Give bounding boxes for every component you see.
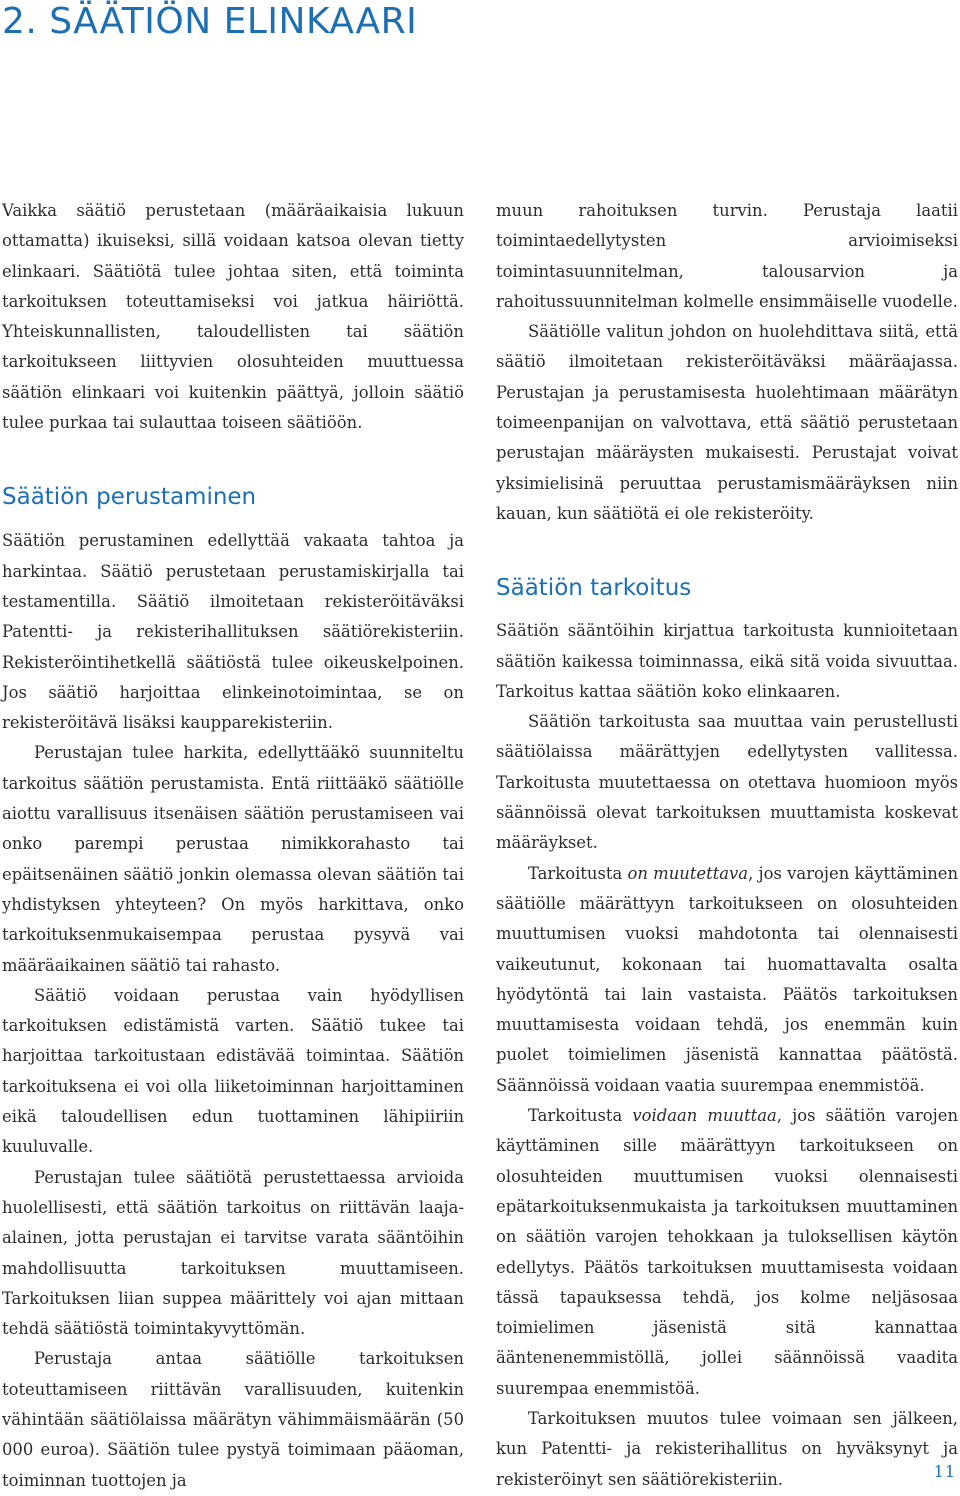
text-run: , jos varojen käyttäminen säätiölle määrättyyn tarkoitukseen on olosuhteiden muuttumisen vuoksi mahdotonta tai olennaisesti vaikeutunut, kokonaan tai huomattavalta osalta hyödytöntä tai lain vastaista. Päätös tarkoituksen muuttamisesta voidaan tehdä, jos enemmän kuin puolet toimielimen jäsenistä kannattaa päätöstä. Säännöissä voidaan vaatia suurempaa enemmistöä. [496,863,959,1095]
intro-paragraph: Vaikka säätiö perustetaan (määräaikaisia lukuun ottamatta) ikuiseksi, sillä voidaan katsoa olevan tietty elinkaari. Säätiötä tulee johtaa siten, että toiminta tarkoituksen toteuttamiseksi voi jatkua häiriöttä. Yhteiskunnallisten, taloudellisten tai säätiön tarkoitukseen liittyvien olosuhteiden muuttuessa säätiön elinkaari voi kuitenkin päättyä, jolloin säätiö tulee purkaa tai sulauttaa toiseen säätiöön. [2,201,464,433]
left-column [2,196,464,1496]
chapter-title: 2. SÄÄTIÖN ELINKAARI [2,1,418,42]
page-number: 11 [933,1462,956,1481]
body-paragraph: Säätiön sääntöihin kirjattua tarkoitusta kunnioitetaan säätiön kaikessa toiminnassa, eikä sitä voida sivuuttaa. Tarkoitus kattaa säätiön koko elinkaaren. [496,621,958,701]
body-paragraph [496,859,958,1101]
body-paragraph: Säätiölle valitun johdon on huolehdittava siitä, että säätiö ilmoitetaan rekisteröitäväksi määräajassa. Perustajan ja perustamisesta huolehtimaan määrätyn toimeenpanijan on valvottava, että säätiö perustetaan perustajan määräysten mukaisesti. Perustajat voivat yksimielisinä peruuttaa perustamismääräyksen niin kauan, kun säätiötä ei ole rekisteröity. [496,322,958,523]
body-paragraph: Perustajan tulee säätiötä perustettaessa arvioida huolellisesti, että säätiön tarkoitus on riittävän laaja-alainen, jotta perustajan ei tarvitse varata sääntöihin mahdollisuutta tarkoituksen muuttamiseen. Tarkoituksen liian suppea määrittely voi ajan mittaan tehdä säätiöstä toimintakyvyttömän. [2,1167,464,1339]
body-paragraph: Säätiön tarkoitusta saa muuttaa vain perustellusti säätiölaissa määrättyjen edellytysten vallitessa. Tarkoitusta muutettaessa on otettava huomioon myös säännöissä olevat tarkoituksen muuttamista koskevat määräykset. [496,712,958,853]
body-paragraph: muun rahoituksen turvin. Perustaja laatii toimintaedellytysten arvioimiseksi toimintasuunnitelman, talousarvion ja rahoitussuunnitelman kolmelle ensimmäiselle vuodelle. [496,201,958,311]
body-paragraph: Tarkoituksen muutos tulee voimaan sen jälkeen, kun Patentti- ja rekisterihallitus on hyväksynyt ja rekisteröinyt sen säätiörekisteriin. [496,1408,958,1489]
right-column [496,196,958,1495]
body-paragraph: Säätiö voidaan perustaa vain hyödyllisen tarkoituksen edistämistä varten. Säätiö tukee tai harjoittaa tarkoitustaan edistävää toimintaa. Säätiön tarkoituksena ei voi olla liiketoiminnan harjoittaminen eikä taloudellisen edun tuottaminen lähipiiriin kuuluvalle. [2,985,464,1157]
emphasis-text: on muutettava [627,863,749,883]
body-paragraph: Säätiön perustaminen edellyttää vakaata tahtoa ja harkintaa. Säätiö perustetaan perustamiskirjalla tai testamentilla. Säätiö ilmoitetaan rekisteröitäväksi Patentti- ja rekisterihallituksen säätiörekisteriin. Rekisteröintihetkellä säätiöstä tulee oikeuskelpoinen. Jos säätiö harjoittaa elinkeinotoimintaa, se on rekisteröitävä lisäksi kaupparekisteriin. [2,531,464,733]
emphasis-text: voidaan muuttaa [632,1106,777,1126]
body-paragraph [496,1101,958,1404]
text-run: , jos säätiön varojen käyttäminen sille määrättyyn tarkoitukseen on olosuhteiden muuttumisen vuoksi olennaisesti epätarkoituksenmukaista ja tarkoituksen muuttaminen on säätiön varojen tehokkaan ja tuloksellisen käytön edellytys. Päätös tarkoituksen muuttamisesta voidaan tässä tapauksessa tehdä, jos kolme neljäsosaa toimielimen jäsenistä sitä kannattaa ääntenenemmistöllä, jollei säännöissä vaadita suurempaa enemmistöä. [496,1106,958,1398]
section-heading-tarkoitus: Säätiön tarkoitus [496,575,692,602]
body-paragraph: Perustaja antaa säätiölle tarkoituksen toteuttamiseen riittävän varallisuuden, kuitenkin vähintään säätiölaissa määrätyn vähimmäismäärän (50 000 euroa). Säätiön tulee pystyä toimimaan pääoman, toiminnan tuottojen ja [2,1349,464,1490]
body-paragraph: Perustajan tulee harkita, edellyttääkö suunniteltu tarkoitus säätiön perustamista. Entä riittääkö säätiölle aiottu varallisuus itsenäisen säätiön perustamiseen vai onko parempi perustaa nimikkorahasto tai epäitsenäinen säätiö jonkin olemassa olevan säätiön tai yhdistyksen yhteyteen? On myös harkittava, onko tarkoituksenmukaisempaa perustaa pysyvä vai määräaikainen säätiö tai rahasto. [2,743,464,975]
text-run: Tarkoitusta [528,863,628,883]
text-run: Tarkoitusta [528,1106,633,1126]
section-heading-perustaminen: Säätiön perustaminen [2,484,257,511]
